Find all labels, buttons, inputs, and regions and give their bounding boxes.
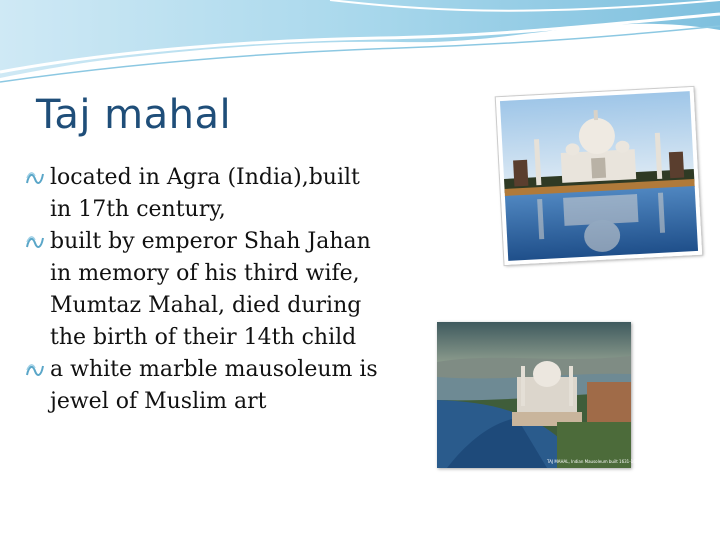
bullet-text: built by emperor Shah Jahan in memory of his third wife, Mumtaz Mahal, died during the birth of their 14th child <box>50 229 371 350</box>
slide-title: Taj mahal <box>36 92 232 138</box>
decorative-wave-banner <box>0 0 720 90</box>
bullet-item <box>24 162 384 226</box>
photo-caption: TAJ MAHAL, Indian Mausoleum built 1631-1648 <box>547 459 641 464</box>
wavy-bullet-icon <box>24 359 46 381</box>
bullet-text: located in Agra (India),built in 17th century, <box>50 165 360 222</box>
taj-mahal-reflection-photo <box>496 87 703 265</box>
wavy-bullet-icon <box>24 231 46 253</box>
bullet-item <box>24 354 384 418</box>
taj-mahal-aerial-photo <box>437 322 641 468</box>
wavy-bullet-icon <box>24 167 46 189</box>
bullet-list <box>24 162 384 418</box>
bullet-text: a white marble mausoleum is jewel of Muslim art <box>50 357 378 414</box>
bullet-item <box>24 226 384 354</box>
